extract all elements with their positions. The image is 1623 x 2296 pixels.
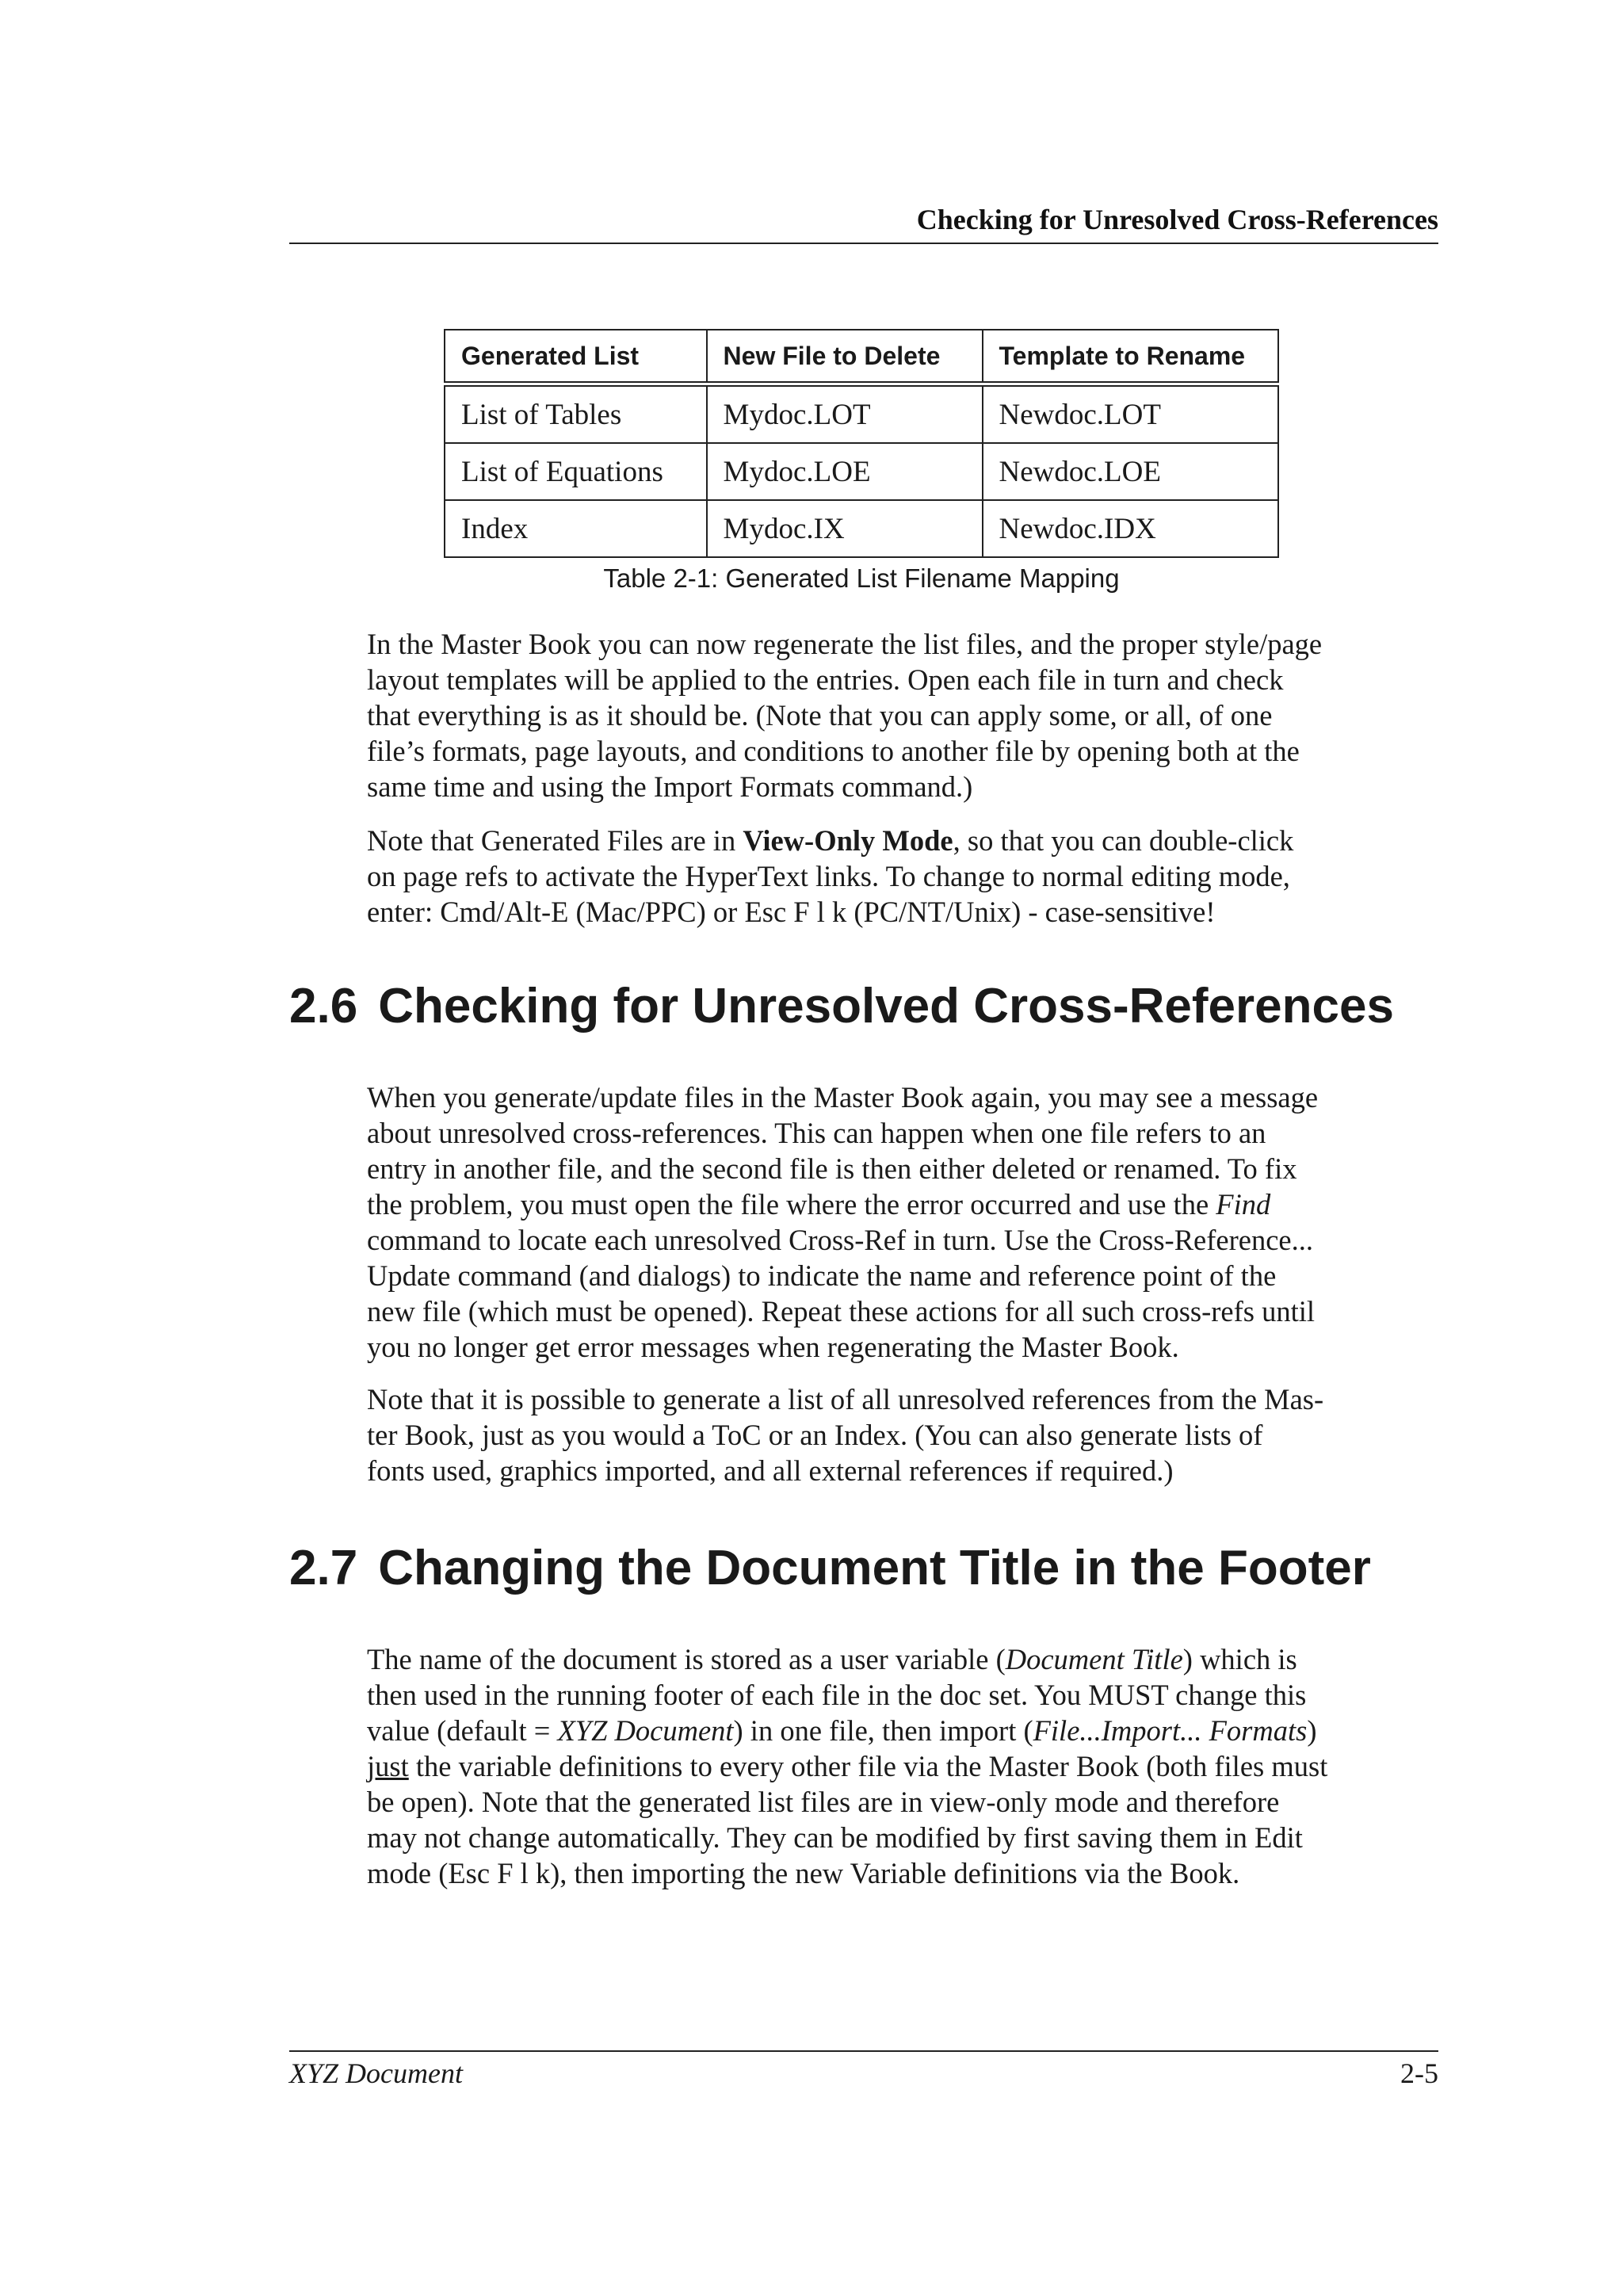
emphasis-bold: View-Only Mode bbox=[743, 824, 953, 857]
section-title: Checking for Unresolved Cross-References bbox=[378, 979, 1394, 1033]
section-heading-2-6 bbox=[289, 976, 1478, 1037]
text-run: , so that you can double-click bbox=[953, 824, 1294, 857]
text-line bbox=[367, 1713, 1367, 1748]
text-line bbox=[367, 1186, 1367, 1222]
table-cell: List of Equations bbox=[445, 443, 707, 500]
text-line: mode (Esc F l k), then importing the new Variable definitions via the Book. bbox=[367, 1857, 1240, 1889]
section-number: 2.7 bbox=[289, 1541, 358, 1595]
text-line: In the Master Book you can now regenerate the list files, and the proper style/page bbox=[367, 628, 1323, 660]
text-run: the problem, you must open the file where the error occurred and use the bbox=[367, 1188, 1216, 1221]
table-cell: Index bbox=[445, 500, 707, 557]
table-header-row bbox=[445, 330, 1278, 384]
table-cell: Mydoc.IX bbox=[707, 500, 983, 557]
text-run: The name of the document is stored as a user variable ( bbox=[367, 1643, 1006, 1675]
text-run: ) bbox=[1307, 1714, 1317, 1747]
table-row bbox=[445, 443, 1278, 500]
text-line: about unresolved cross-references. This can happen when one file refers to an bbox=[367, 1117, 1266, 1149]
text-line: Note that it is possible to generate a list of all unresolved references from the Mas- bbox=[367, 1383, 1324, 1415]
text-line: fonts used, graphics imported, and all external references if required.) bbox=[367, 1454, 1174, 1487]
table-caption: Table 2-1: Generated List Filename Mapping bbox=[603, 563, 1120, 593]
body-paragraph bbox=[367, 1079, 1367, 1365]
text-line: you no longer get error messages when regenerating the Master Book. bbox=[367, 1331, 1179, 1363]
column-header-template: Template to Rename bbox=[983, 330, 1279, 384]
text-line: on page refs to activate the HyperText links. To change to normal editing mode, bbox=[367, 860, 1290, 892]
text-line: When you generate/update files in the Master Book again, you may see a message bbox=[367, 1081, 1319, 1114]
text-line: then used in the running footer of each file in the doc set. You MUST change this bbox=[367, 1679, 1307, 1711]
text-line: layout templates will be applied to the entries. Open each file in turn and check bbox=[367, 663, 1284, 696]
table-row bbox=[445, 384, 1278, 444]
text-line: command to locate each unresolved Cross-Ref in turn. Use the Cross-Reference... bbox=[367, 1224, 1313, 1256]
running-header: Checking for Unresolved Cross-References bbox=[916, 204, 1438, 235]
emphasis-italic: File...Import... Formats bbox=[1033, 1714, 1308, 1747]
footer-rule bbox=[289, 2050, 1438, 2052]
text-line: new file (which must be opened). Repeat these actions for all such cross-refs until bbox=[367, 1295, 1316, 1328]
table-cell: Mydoc.LOT bbox=[707, 384, 983, 444]
text-line: enter: Cmd/Alt-E (Mac/PPC) or Esc F l k (PC/NT/Unix) - case-sensitive! bbox=[367, 896, 1216, 928]
text-line: file’s formats, page layouts, and conditions to another file by opening both at the bbox=[367, 735, 1300, 767]
text-line: entry in another file, and the second file is then either deleted or renamed. To fix bbox=[367, 1152, 1297, 1185]
text-run: ) which is bbox=[1182, 1643, 1297, 1675]
body-paragraph bbox=[367, 626, 1367, 804]
text-line bbox=[367, 823, 1367, 858]
text-run: Note that Generated Files are in bbox=[367, 824, 743, 857]
footer-document-title: XYZ Document bbox=[289, 2057, 463, 2089]
emphasis-italic: Document Title bbox=[1005, 1643, 1183, 1675]
text-run: the variable definitions to every other file via the Master Book (both files must bbox=[408, 1750, 1328, 1782]
text-line bbox=[367, 1748, 1367, 1784]
text-line: ter Book, just as you would a ToC or an Index. (You can also generate lists of bbox=[367, 1419, 1263, 1451]
text-line bbox=[367, 1641, 1367, 1677]
text-run: value (default = bbox=[367, 1714, 558, 1747]
text-line: may not change automatically. They can be modified by first saving them in Edit bbox=[367, 1821, 1303, 1854]
text-line: be open). Note that the generated list files are in view-only mode and therefore bbox=[367, 1786, 1280, 1818]
table-cell: Newdoc.IDX bbox=[983, 500, 1279, 557]
table-cell: Newdoc.LOT bbox=[983, 384, 1279, 444]
section-title: Changing the Document Title in the Footer bbox=[378, 1541, 1371, 1595]
header-rule bbox=[289, 243, 1438, 244]
filename-mapping-table bbox=[444, 329, 1279, 558]
column-header-generated-list: Generated List bbox=[445, 330, 707, 384]
section-number: 2.6 bbox=[289, 979, 358, 1033]
text-line: same time and using the Import Formats command.) bbox=[367, 770, 973, 803]
emphasis-underline: just bbox=[367, 1750, 409, 1782]
emphasis-italic: XYZ Document bbox=[557, 1714, 734, 1747]
body-paragraph bbox=[367, 823, 1367, 930]
table-row bbox=[445, 500, 1278, 557]
table-cell: Newdoc.LOE bbox=[983, 443, 1279, 500]
text-line: that everything is as it should be. (Note that you can apply some, or all, of one bbox=[367, 699, 1273, 732]
text-line: Update command (and dialogs) to indicate the name and reference point of the bbox=[367, 1259, 1277, 1292]
emphasis-italic: Find bbox=[1216, 1188, 1271, 1221]
table-cell: Mydoc.LOE bbox=[707, 443, 983, 500]
body-paragraph bbox=[367, 1641, 1367, 1891]
footer-page-number: 2-5 bbox=[1400, 2057, 1438, 2089]
body-paragraph bbox=[367, 1381, 1367, 1488]
section-heading-2-7 bbox=[289, 1538, 1478, 1599]
column-header-new-file: New File to Delete bbox=[707, 330, 983, 384]
table-cell: List of Tables bbox=[445, 384, 707, 444]
text-run: ) in one file, then import ( bbox=[733, 1714, 1033, 1747]
